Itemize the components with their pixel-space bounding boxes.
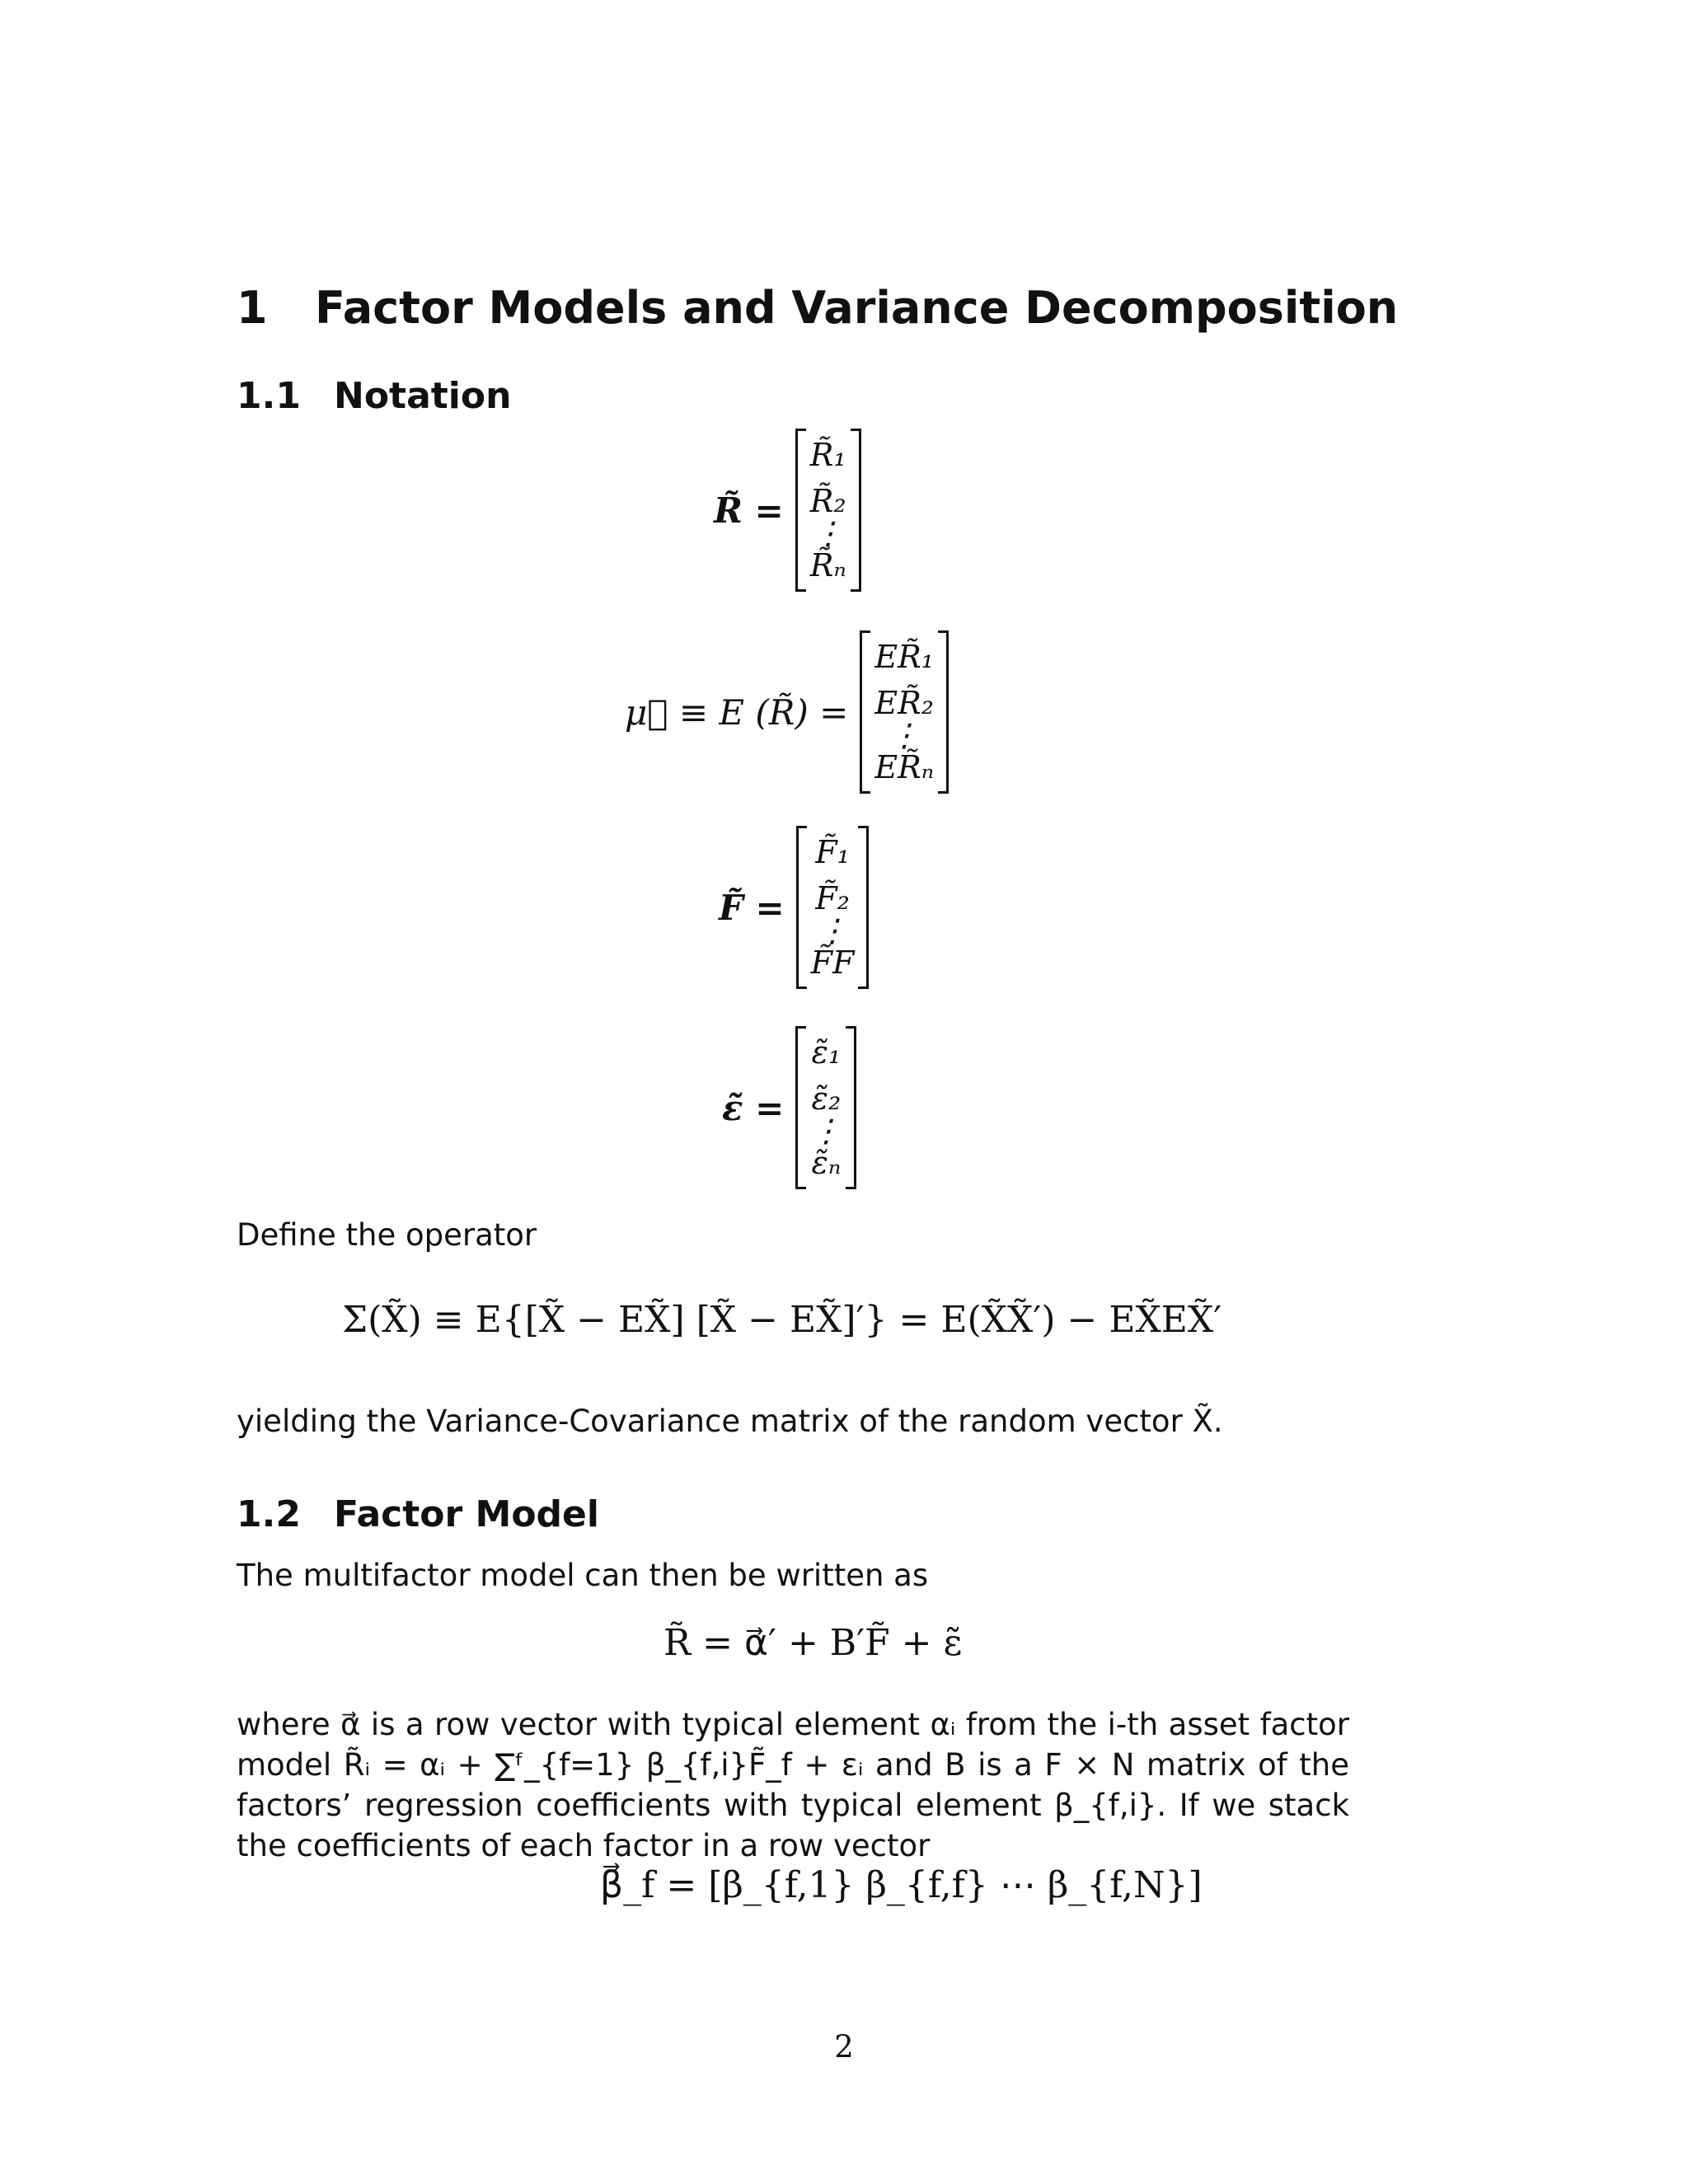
subsection-number: 1.2 — [237, 1493, 301, 1535]
equation-lhs: ε̃ = — [722, 1087, 785, 1128]
column-vector — [796, 826, 870, 989]
vector-entry: R̃₂ — [809, 483, 846, 519]
column-vector — [860, 630, 949, 794]
vector-entry: F̃₂ — [815, 880, 850, 916]
vector-entry: ⋮ — [889, 717, 921, 753]
vector-entry: F̃₁ — [815, 834, 850, 870]
multifactor-intro-text: The multifactor model can then be written as — [237, 1558, 929, 1593]
define-operator-text: Define the operator — [237, 1217, 537, 1253]
subsection-number: 1.1 — [237, 375, 301, 417]
vector-entry: ε̃ₙ — [811, 1145, 842, 1181]
equation-lhs: μ⃗ ≡ E (R̃) = — [625, 691, 849, 733]
vector-entry: R̃ₙ — [809, 547, 846, 583]
equation-F-vector — [719, 826, 869, 989]
equation-mu-vector — [625, 630, 949, 794]
vector-entry: ⋮ — [810, 1113, 842, 1149]
subsection-heading-factor-model — [237, 1493, 599, 1535]
section-heading — [237, 282, 1398, 334]
operator-equation: Σ(X̃) ≡ E{[X̃ − EX̃] [X̃ − EX̃]′} = E(X̃X̃′) − EX̃EX̃′ — [342, 1299, 1222, 1341]
vector-entry: ER̃₂ — [874, 685, 935, 721]
equation-R-vector — [714, 429, 861, 592]
vector-entry: ER̃₁ — [874, 639, 935, 675]
yielding-text: yielding the Variance-Covariance matrix of the random vector X̃. — [237, 1404, 1223, 1439]
where-paragraph: where α⃗ is a row vector with typical element αᵢ from the i-th asset factor model R̃ᵢ = αᵢ + ∑ᶠ_{f=1} β_{f,i}F̃_f + εᵢ and B is a F × N matrix of the factors’ regression coefficients with typical element β_{f,i}. If we stack the coefficients of each factor in a row vector — [237, 1707, 1349, 1863]
equation-epsilon-vector — [722, 1026, 856, 1189]
equation-lhs: F̃ = — [719, 887, 785, 928]
section-number: 1 — [237, 282, 268, 334]
model-equation: R̃ = α⃗′ + B′F̃ + ε̃ — [663, 1622, 963, 1664]
column-vector — [795, 1026, 856, 1189]
column-vector — [795, 429, 861, 592]
subsection-heading-notation — [237, 375, 511, 417]
vector-entry: ⋮ — [817, 912, 848, 949]
beta-equation: β⃗_f = [β_{f,1} β_{f,f} ⋯ β_{f,N}] — [600, 1864, 1203, 1906]
vector-entry: ⋮ — [812, 515, 844, 551]
vector-entry: ε̃₂ — [811, 1080, 842, 1117]
subsection-title: Notation — [334, 375, 512, 417]
section-title: Factor Models and Variance Decomposition — [315, 282, 1399, 334]
subsection-title: Factor Model — [334, 1493, 599, 1535]
vector-entry: ER̃ₙ — [874, 749, 935, 785]
equation-lhs: R̃ = — [714, 490, 784, 531]
vector-entry: ε̃₁ — [811, 1034, 842, 1071]
page-number: 2 — [834, 2029, 854, 2064]
vector-entry: R̃₁ — [809, 437, 846, 473]
vector-entry: F̃F — [810, 944, 855, 981]
